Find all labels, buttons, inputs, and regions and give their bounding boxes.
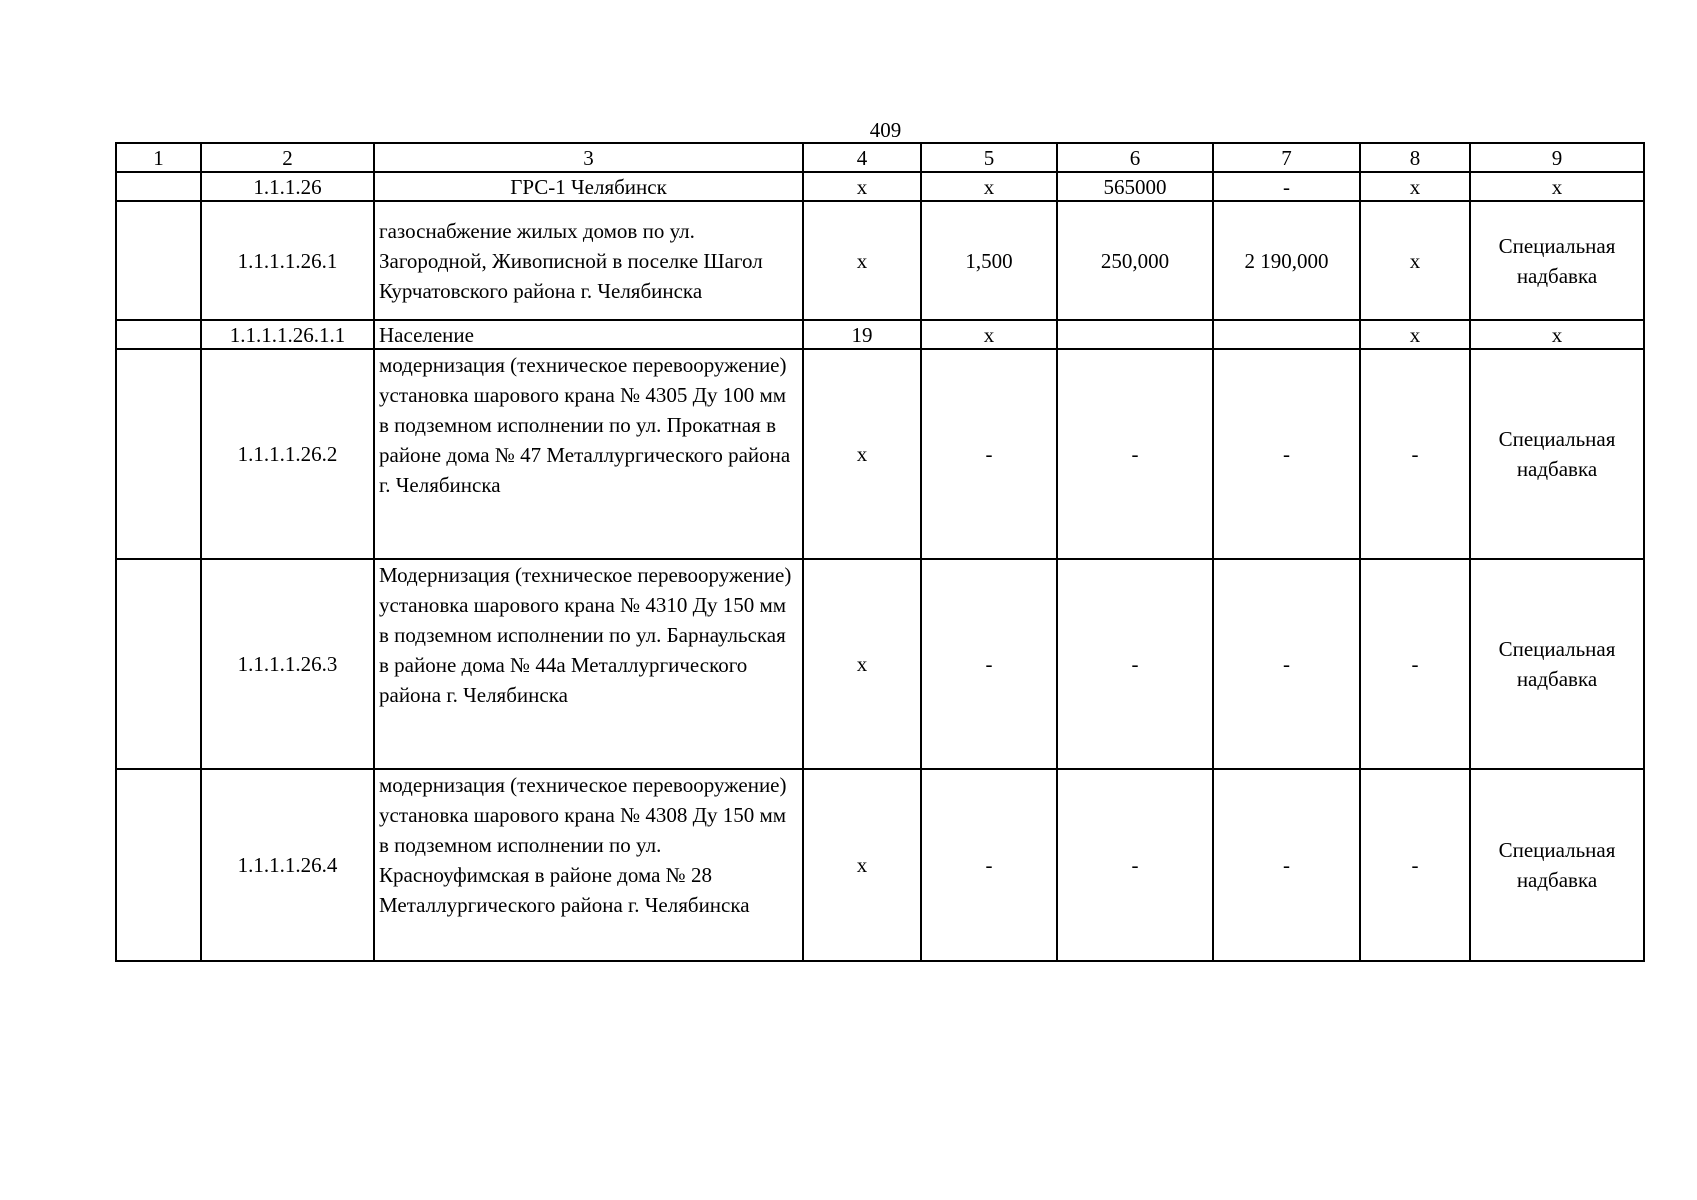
table-cell: 19 xyxy=(803,320,921,349)
table-cell: х xyxy=(1360,320,1470,349)
table-cell: Специальная надбавка xyxy=(1470,349,1644,559)
table-cell: - xyxy=(1057,769,1213,961)
table-cell: - xyxy=(921,349,1057,559)
column-header: 6 xyxy=(1057,143,1213,172)
table-cell: - xyxy=(1213,172,1360,201)
column-header: 7 xyxy=(1213,143,1360,172)
table-cell: - xyxy=(1057,559,1213,769)
table-cell: - xyxy=(1360,559,1470,769)
table-cell: 1,500 xyxy=(921,201,1057,320)
column-header: 1 xyxy=(116,143,201,172)
table-cell: 1.1.1.1.26.3 xyxy=(201,559,374,769)
table-cell: 2 190,000 xyxy=(1213,201,1360,320)
table-cell-description: Население xyxy=(374,320,803,349)
column-header: 2 xyxy=(201,143,374,172)
page-number: 409 xyxy=(869,118,902,142)
table-cell-description: модернизация (техническое перевооружение) установка шарового крана № 4308 Ду 150 мм в подземном исполнении по ул. Красноуфимская в районе дома № 28 Металлургического района г. Челябинска xyxy=(374,769,803,961)
table-cell: - xyxy=(1360,349,1470,559)
table-cell: 250,000 xyxy=(1057,201,1213,320)
table-cell xyxy=(116,559,201,769)
table-cell: х xyxy=(921,320,1057,349)
data-table xyxy=(115,142,1645,962)
table-cell xyxy=(116,349,201,559)
table-header-row xyxy=(116,143,1644,172)
table-cell-description: газоснабжение жилых домов по ул. Загородной, Живописной в поселке Шагол Курчатовского района г. Челябинска xyxy=(374,201,803,320)
table-row xyxy=(116,201,1644,320)
table-cell: - xyxy=(921,559,1057,769)
column-header: 8 xyxy=(1360,143,1470,172)
column-header: 9 xyxy=(1470,143,1644,172)
table-cell: 1.1.1.1.26.1 xyxy=(201,201,374,320)
table-cell: х xyxy=(803,349,921,559)
table-row xyxy=(116,559,1644,769)
table-cell: х xyxy=(1360,201,1470,320)
table-cell: - xyxy=(1213,769,1360,961)
table-cell: х xyxy=(803,201,921,320)
table-cell: х xyxy=(803,559,921,769)
table-row xyxy=(116,349,1644,559)
table-cell: х xyxy=(921,172,1057,201)
table-cell: 565000 xyxy=(1057,172,1213,201)
column-header: 5 xyxy=(921,143,1057,172)
table-cell: - xyxy=(921,769,1057,961)
table-cell xyxy=(116,172,201,201)
table-row xyxy=(116,769,1644,961)
table-cell: - xyxy=(1360,769,1470,961)
table-cell: 1.1.1.1.26.1.1 xyxy=(201,320,374,349)
table-cell: 1.1.1.26 xyxy=(201,172,374,201)
table-cell: Специальная надбавка xyxy=(1470,201,1644,320)
table-cell xyxy=(1213,320,1360,349)
table-cell: 1.1.1.1.26.2 xyxy=(201,349,374,559)
table-cell xyxy=(116,320,201,349)
table-cell xyxy=(116,769,201,961)
table-cell xyxy=(1057,320,1213,349)
table-cell: х xyxy=(803,172,921,201)
table-row xyxy=(116,172,1644,201)
table-cell-description: модернизация (техническое перевооружение) установка шарового крана № 4305 Ду 100 мм в подземном исполнении по ул. Прокатная в районе дома № 47 Металлургического района г. Челябинска xyxy=(374,349,803,559)
table-cell: - xyxy=(1213,559,1360,769)
column-header: 3 xyxy=(374,143,803,172)
table-cell: х xyxy=(803,769,921,961)
table-cell: - xyxy=(1057,349,1213,559)
table-cell: х xyxy=(1470,172,1644,201)
table-cell: х xyxy=(1470,320,1644,349)
table-cell: ГРС-1 Челябинск xyxy=(374,172,803,201)
table-cell: - xyxy=(1213,349,1360,559)
column-header: 4 xyxy=(803,143,921,172)
table-cell: Специальная надбавка xyxy=(1470,769,1644,961)
table-cell-description: Модернизация (техническое перевооружение) установка шарового крана № 4310 Ду 150 мм в подземном исполнении по ул. Барнаульская в районе дома № 44а Металлургического района г. Челябинска xyxy=(374,559,803,769)
table-cell: х xyxy=(1360,172,1470,201)
table-cell xyxy=(116,201,201,320)
table-row xyxy=(116,320,1644,349)
table-cell: Специальная надбавка xyxy=(1470,559,1644,769)
table-cell: 1.1.1.1.26.4 xyxy=(201,769,374,961)
